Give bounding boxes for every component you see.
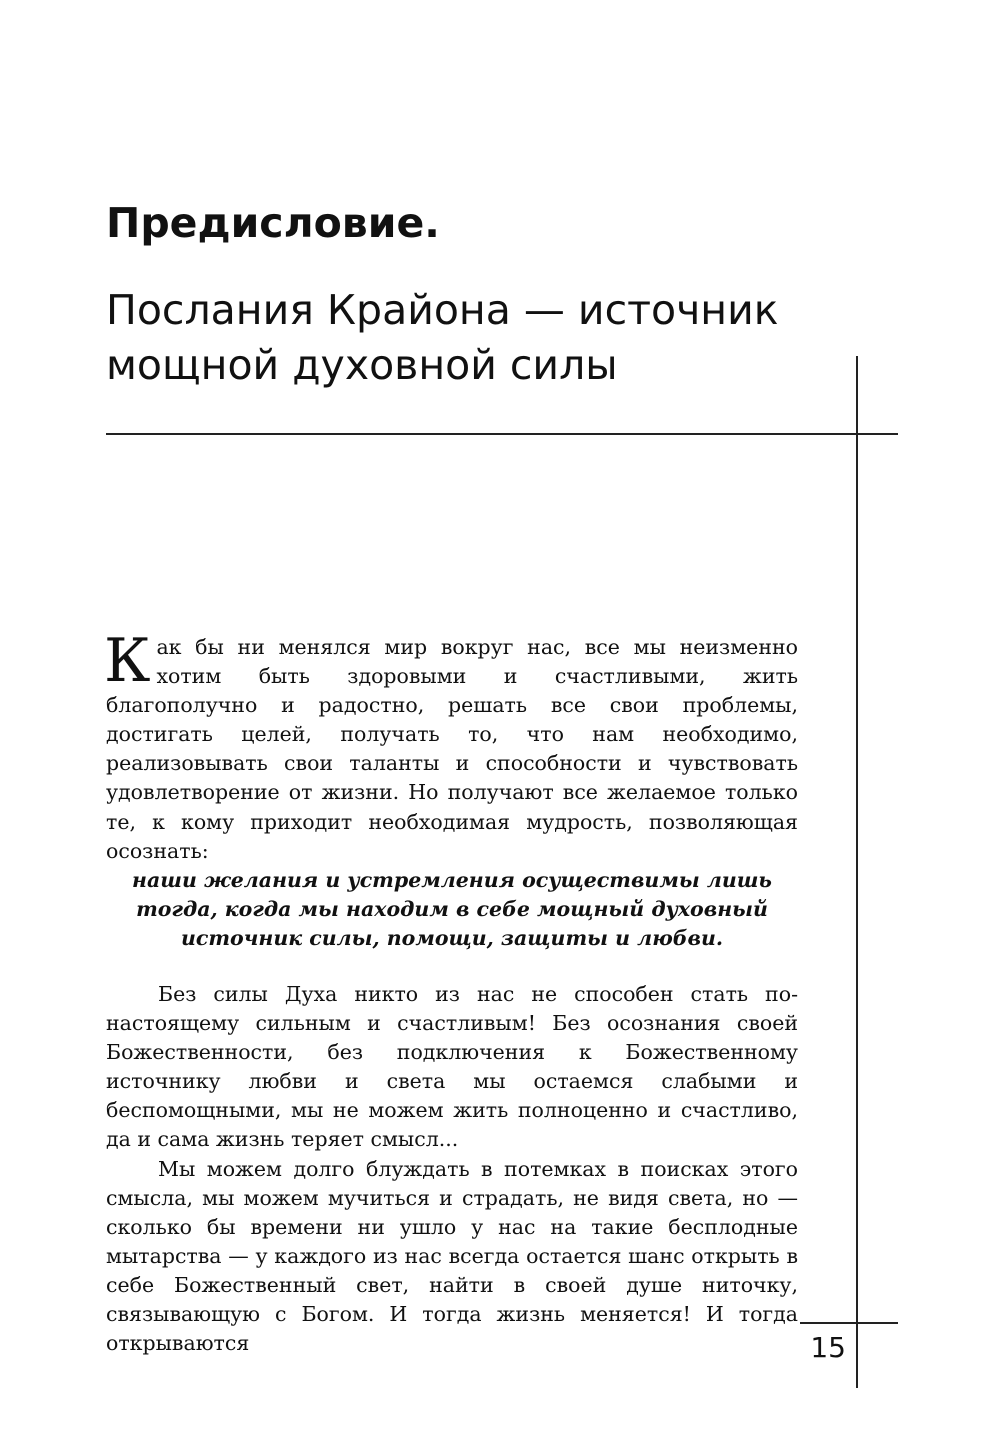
chapter-heading: Предисловие. (106, 199, 440, 247)
heading-divider (106, 433, 898, 435)
intro-text: ак бы ни менялся мир вокруг нас, все мы неизменно хотим быть здоровыми и счастливыми, жить благополучно и радостно, решать все свои проблемы, достигать целей, получать то, что нам необходимо, реализовывать свои таланты и способности и чувствовать удовлетворение от жизни. Но получают все желаемое только те, к кому приходит необходимая мудрость, позволяющая осознать: (106, 635, 798, 863)
quote-line: источник силы, помощи, защиты и любви. (180, 926, 724, 951)
highlighted-quote (106, 866, 798, 953)
chapter-subtitle (106, 283, 826, 393)
subtitle-line: мощной духовной силы (106, 341, 618, 389)
intro-paragraph (104, 626, 798, 866)
margin-rule (856, 356, 858, 1388)
drop-cap: К (104, 626, 151, 696)
body-text (106, 980, 798, 1358)
body-paragraph: Без силы Духа никто из нас не способен стать по-настоящему сильным и счастливым! Без осознания своей Божественности, без подключения к Божественному источнику любви и света мы остаемся слабыми и беспомощными, мы не можем жить полноценно и счастливо, да и сама жизнь теряет смысл... (106, 982, 798, 1152)
body-paragraph: Мы можем долго блуждать в потемках в поисках этого смысла, мы можем мучиться и страдать, не видя света, но — сколько бы времени ни ушло у нас на такие бесплодные мытарства — у каждого из нас всегда остается шанс открыть в себе Божественный свет, найти в своей душе ниточку, связывающую с Богом. И тогда жизнь меняется! И тогда открываются (106, 1156, 798, 1356)
subtitle-line: Послания Крайона — источник (106, 286, 779, 334)
quote-line: наши желания и устремления осуществимы лишь (132, 868, 772, 892)
quote-line: тогда, когда мы находим в себе мощный духовный (136, 897, 768, 922)
page-number: 15 (810, 1331, 846, 1364)
footer-rule (800, 1322, 898, 1324)
